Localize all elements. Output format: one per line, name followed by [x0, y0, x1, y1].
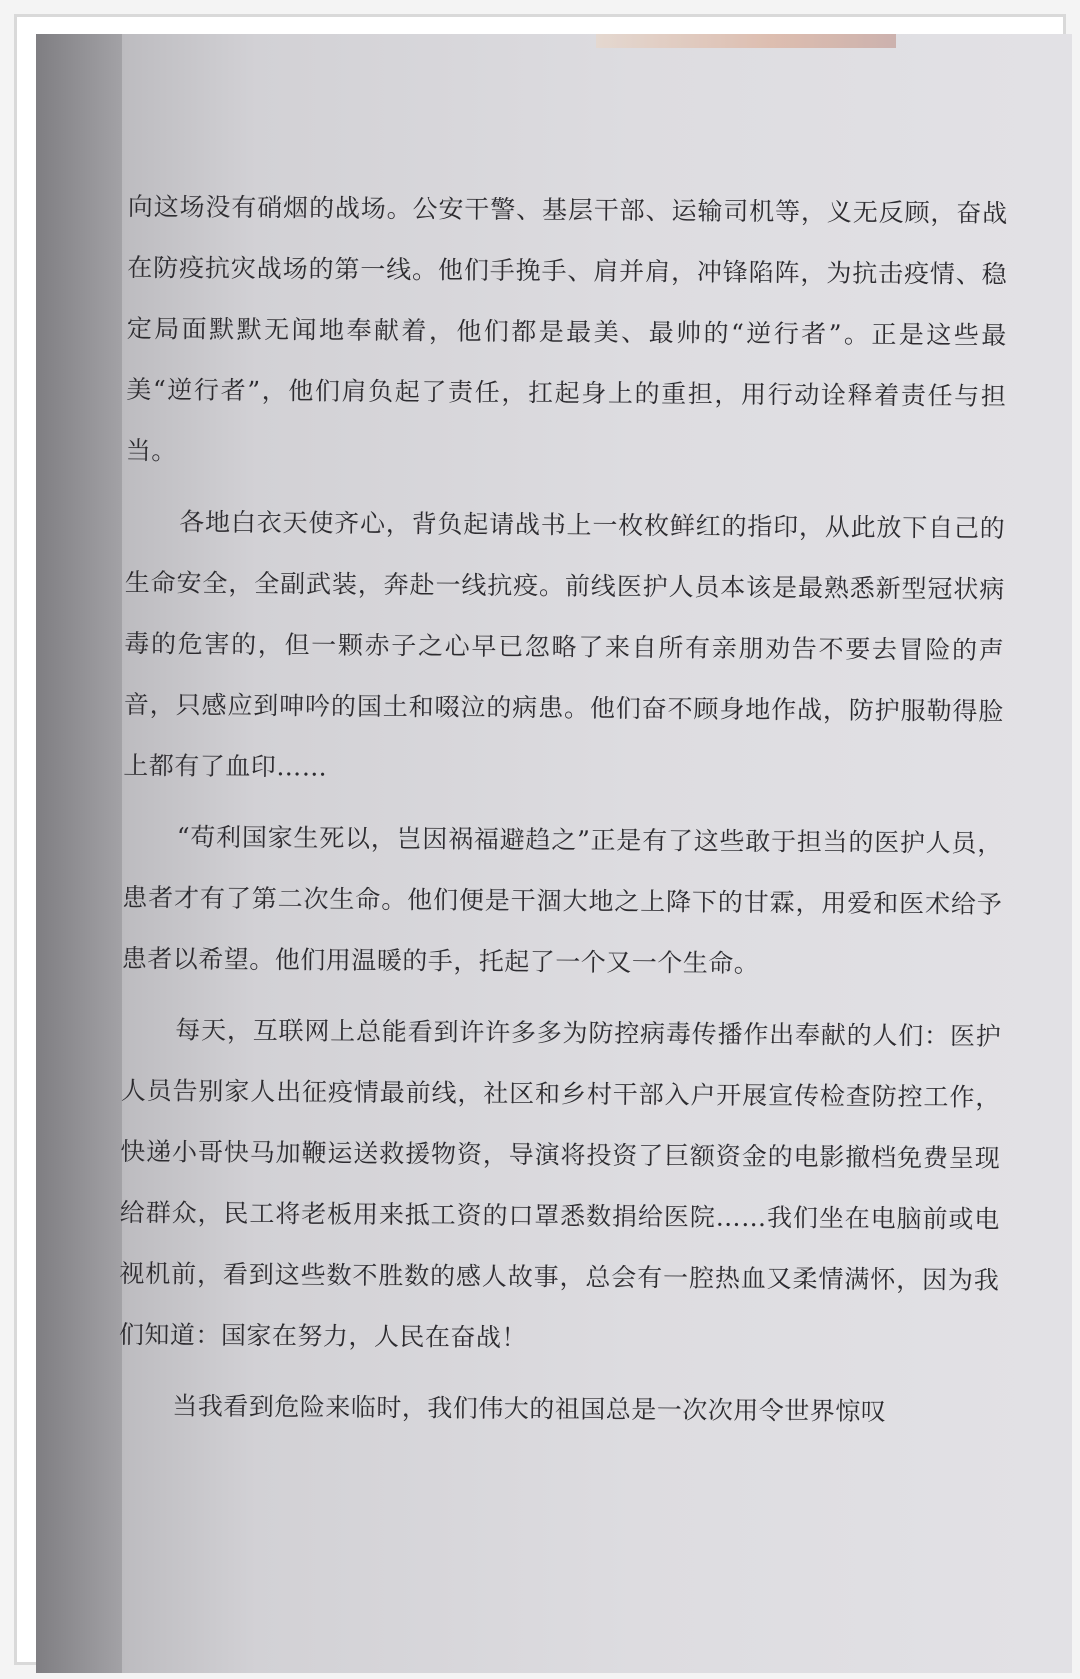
paragraph-4: 每天，互联网上总能看到许许多多为防控病毒传播作出奉献的人们：医护人员告别家人出征疫情最前线，社区和乡村干部入户开展宣传检查防控工作，快递小哥快马加鞭运送救援物资，导演将投资了巨额资金的电影撤档免费呈现给群众，民工将老板用来抵工资的口罩悉数捐给医院……我们坐在电脑前或电视机前，看到这些数不胜数的感人故事，总会有一腔热血又柔情满怀，因为我们知道：国家在努力，人民在奋战！	[118, 1015, 1002, 1353]
body-text	[118, 176, 1008, 1453]
paragraph-1: 向这场没有硝烟的战场。公安干警、基层干部、运输司机等，义无反顾，奋战在防疫抗灾战场的第一线。他们手挽手、肩并肩，冲锋陷阵，为抗击疫情、稳定局面默默无闻地奉献着，他们都是最美、最帅的“逆行者”。正是这些最美“逆行者”，他们肩负起了责任，扛起身上的重担，用行动诠释着责任与担当。	[125, 191, 1008, 466]
paragraph-2: 各地白衣天使齐心，背负起请战书上一枚枚鲜红的指印，从此放下自己的生命安全，全副武装，奔赴一线抗疫。前线医护人员本该是最熟悉新型冠状病毒的危害的，但一颗赤子之心早已忽略了来自所有亲朋劝告不要去冒险的声音，只感应到呻吟的国土和啜泣的病患。他们奋不顾身地作战，防护服勒得脸上都有了血印……	[123, 507, 1006, 782]
page-photo	[36, 34, 1072, 1673]
paragraph-3: “苟利国家生死以，岂因祸福避趋之”正是有了这些敢于担当的医护人员，患者才有了第二次生命。他们便是干涸大地之上降下的甘霖，用爱和医术给予患者以希望。他们用温暖的手，托起了一个又一个生命。	[121, 822, 1003, 978]
paragraph-5: 当我看到危险来临时，我们伟大的祖国总是一次次用令世界惊叹	[172, 1391, 887, 1426]
page-shadow-edge	[36, 34, 122, 1673]
top-edge-strip	[596, 34, 896, 48]
